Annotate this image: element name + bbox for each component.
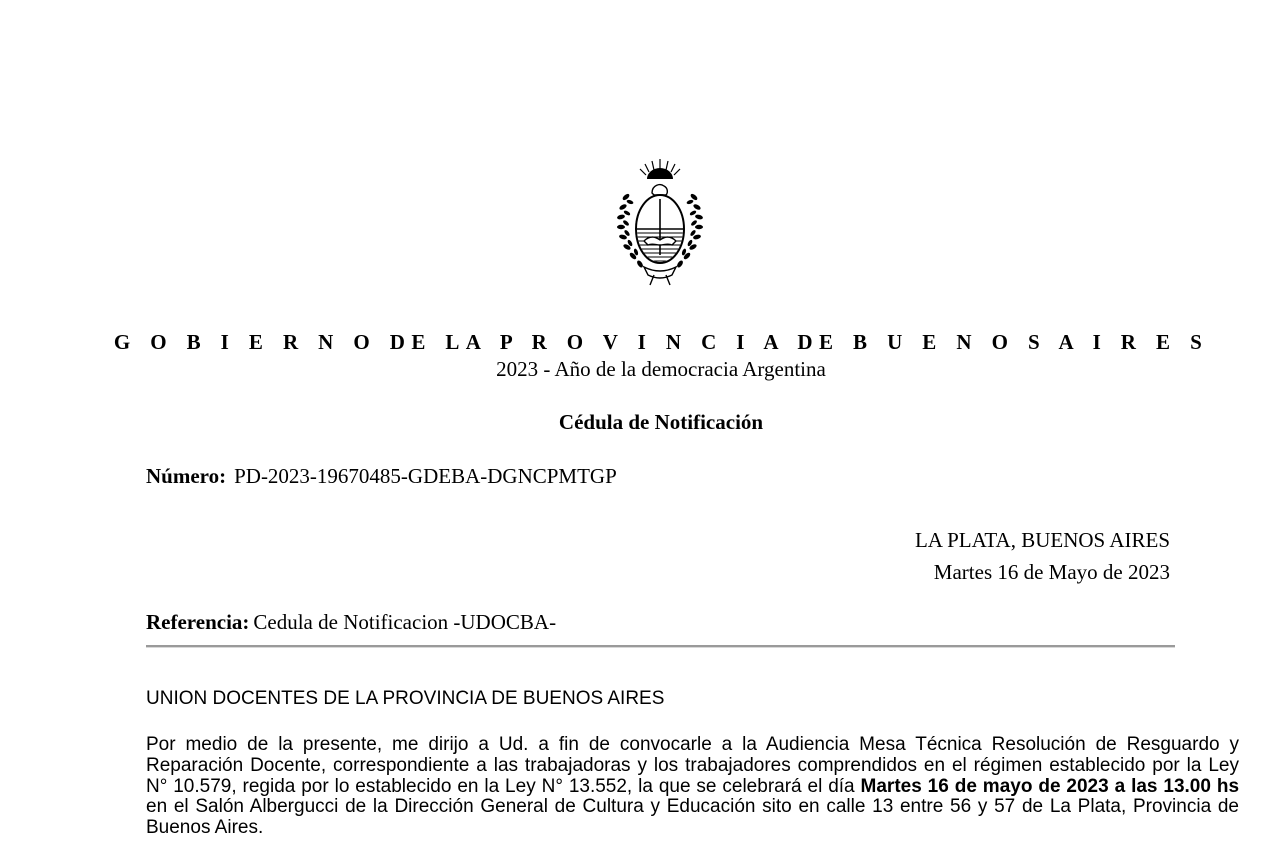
- body-text-bold: Martes 16 de mayo de 2023 a las 13.00 hs: [860, 775, 1240, 797]
- number-value: PD-2023-19670485-GDEBA-DGNCPMTGP: [234, 464, 617, 488]
- coat-of-arms-icon: [614, 157, 706, 289]
- reference-label: Referencia:: [146, 610, 250, 634]
- year-motto: 2023 - Año de la democracia Argentina: [496, 357, 826, 381]
- body-text-part1: Por medio de la presente, me dirijo a Ud. a fin de convocarle a la Audiencia Mesa Técnica Resolución de Resguardo y Reparación Docente, correspondiente a las trabajadoras y los trabajadores comprendidos en el régimen establecido por la Ley N° 10.579, regida por lo establecido en la Ley N° 13.552, la que se celebrará el día: [146, 734, 1239, 797]
- document-type: Cédula de Notificación: [558, 410, 764, 434]
- reference: [146, 610, 556, 635]
- place-date: [915, 524, 1170, 588]
- number-label: Número:: [146, 464, 227, 488]
- divider: [146, 645, 1175, 648]
- government-title: G O B I E R N O DE LA P R O V I N C I A DE B U E N O S A I R E S: [113, 330, 1209, 354]
- document-number: [146, 464, 617, 489]
- place: LA PLATA, BUENOS AIRES: [914, 528, 1170, 552]
- reference-value: Cedula de Notificacion -UDOCBA-: [253, 610, 557, 634]
- date: Martes 16 de Mayo de 2023: [933, 560, 1170, 584]
- body-paragraph: [146, 735, 1239, 839]
- recipient: UNION DOCENTES DE LA PROVINCIA DE BUENOS AIRES: [146, 688, 665, 709]
- body-text-part2: en el Salón Albergucci de la Dirección General de Cultura y Educación sito en calle 13 entre 56 y 57 de La Plata, Provincia de Buenos Aires.: [146, 796, 1239, 839]
